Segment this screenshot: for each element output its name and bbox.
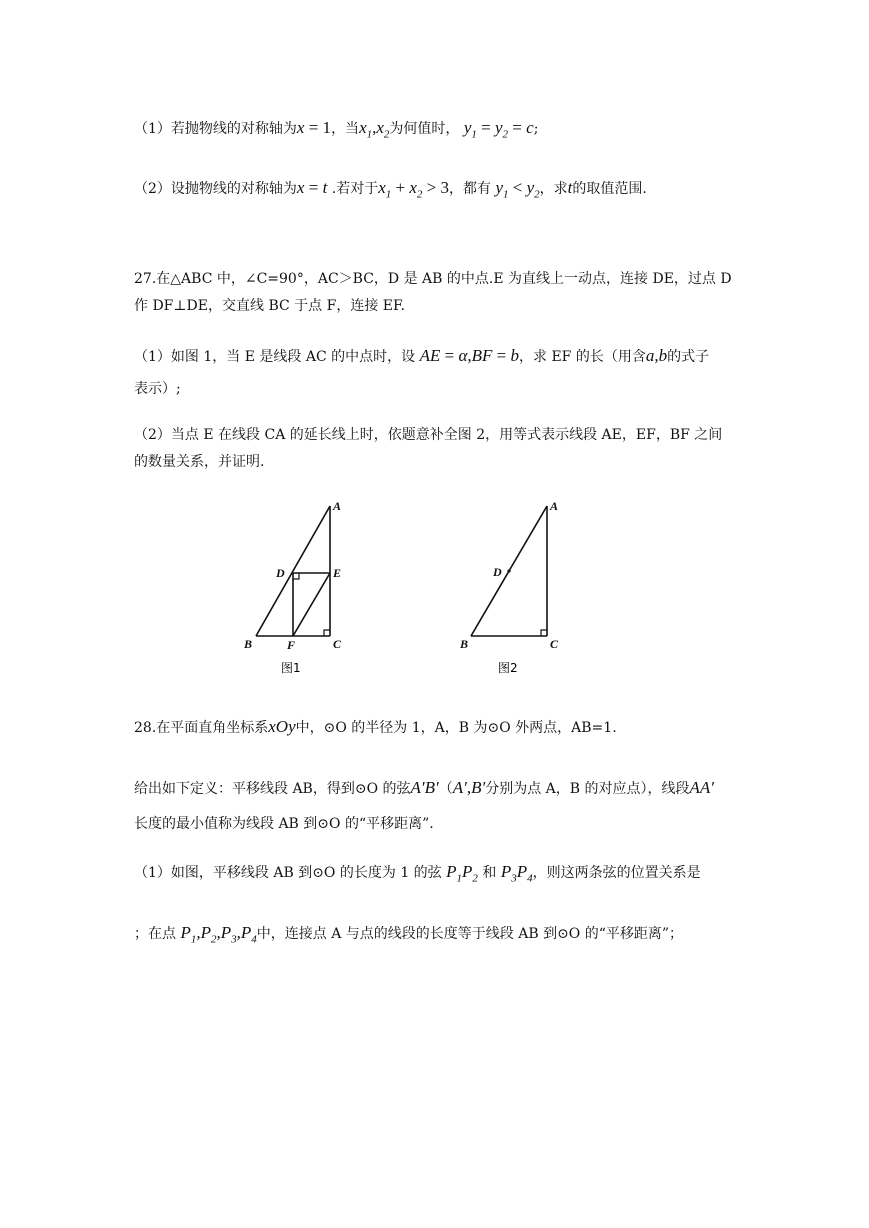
q26-part2: （2）设抛物线的对称轴为x = t .若对于$x_1 + x_2 > 3$，都有 $y_1 < y_2$，求t的取值范围. bbox=[134, 178, 647, 201]
label-d: D bbox=[276, 566, 285, 580]
math-y1-lt-y2: $y_1$ bbox=[495, 178, 509, 201]
math-x1-x2: $x_1,x_2$ bbox=[359, 118, 390, 141]
label-a: A bbox=[550, 499, 559, 513]
right-angle-c bbox=[541, 630, 547, 636]
math-x1-plus-x2: $x_1$ bbox=[378, 178, 392, 201]
label-c: C bbox=[550, 637, 559, 651]
label-b: B bbox=[244, 637, 253, 651]
q28-definition-line1: 给出如下定义：平移线段 AB，得到⊙O 的弦A′B′（A′,B′分别为点 A，B 的对应点），线段AA′ bbox=[134, 778, 715, 797]
figure-2-caption: 图2 bbox=[498, 661, 518, 675]
math-p3p4: $P_3P_4$ bbox=[500, 862, 533, 885]
q27-part2-line1: （2）当点 E 在线段 CA 的延长线上时，依题意补全图 2，用等式表示线段 AE，EF，BF 之间 bbox=[134, 427, 723, 443]
q28-stem: 28.在平面直角坐标系xOy中，⊙O 的半径为 1，A，B 为⊙O 外两点，AB=1. bbox=[134, 717, 617, 736]
math-ae-bf: AE bbox=[419, 346, 441, 365]
q27-part1: （1）如图 1，当 E 是线段 AC 的中点时，设 AE = α,BF = b，求 EF 的长（用含a,b的式子 bbox=[134, 346, 710, 365]
q26-part1: （1）若抛物线的对称轴为x = 1，当$x_1,x_2$为何值时， $y_1 = y_2 = c$; bbox=[134, 118, 539, 141]
math-p1-p4: $P_1,P_2,P_3,P_4$ bbox=[180, 923, 257, 946]
q28-part1: （1）如图，平移线段 AB 到⊙O 的长度为 1 的弦 $P_1P_2$ 和 $P_3P_4$，则这两条弦的位置关系是 bbox=[134, 862, 701, 885]
math-x-eq-1: x bbox=[296, 118, 305, 137]
q28-part1-cont: ；在点 $P_1,P_2,P_3,P_4$中，连接点 A 与点的线段的长度等于线段 AB 到⊙O 的“平移距离”； bbox=[134, 923, 684, 946]
figure-1 bbox=[238, 496, 358, 681]
q28-definition-line2: 长度的最小值称为线段 AB 到⊙O 的“平移距离”. bbox=[134, 816, 434, 832]
math-p1p2: $P_1P_2$ bbox=[446, 862, 478, 885]
segment-ef bbox=[293, 573, 330, 636]
label-d: D bbox=[493, 565, 502, 579]
math-y1-y2-c: $y_1$ bbox=[463, 118, 477, 141]
right-angle-c bbox=[324, 630, 330, 636]
math-xoy: xOy bbox=[268, 717, 296, 736]
q27-part1-cont: 表示）; bbox=[134, 381, 181, 397]
label-f: F bbox=[287, 638, 296, 652]
label-c: C bbox=[333, 637, 342, 651]
label-e: E bbox=[333, 566, 342, 580]
math-x-eq-t: x bbox=[296, 178, 305, 197]
q27-stem-line1: 27.在△ABC 中，∠C=90°，AC＞BC，D 是 AB 的中点.E 为直线上一动点，连接 DE，过点 D bbox=[134, 271, 732, 287]
label-a: A bbox=[333, 499, 342, 513]
label-b: B bbox=[460, 637, 469, 651]
figure-2 bbox=[455, 496, 575, 681]
point-d bbox=[507, 569, 510, 572]
q27-stem-line2: 作 DF⊥DE，交直线 BC 于点 F，连接 EF. bbox=[134, 298, 405, 314]
figure-1-caption: 图1 bbox=[281, 661, 301, 675]
math-a-prime-b-prime: A′B′ bbox=[410, 778, 439, 797]
right-angle-d bbox=[293, 573, 299, 579]
q27-part2-line2: 的数量关系，并证明. bbox=[134, 454, 265, 470]
